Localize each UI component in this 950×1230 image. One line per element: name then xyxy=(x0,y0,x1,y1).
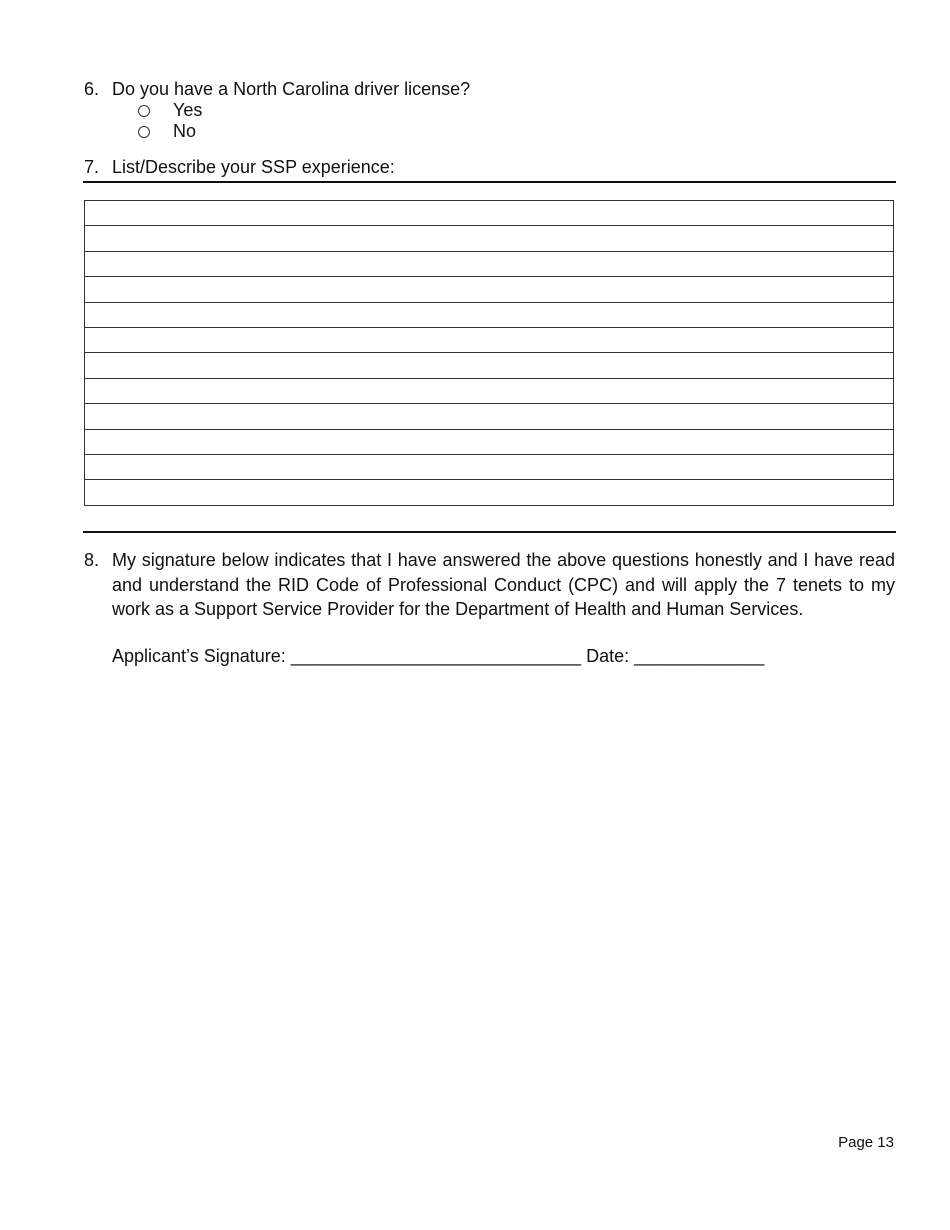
experience-answer-row[interactable] xyxy=(85,201,893,226)
yes-label: Yes xyxy=(173,100,203,120)
experience-answer-row[interactable] xyxy=(85,379,893,404)
experience-answer-row[interactable] xyxy=(85,328,893,353)
experience-answer-row[interactable] xyxy=(85,455,893,480)
no-label: No xyxy=(173,121,197,141)
experience-answer-row[interactable] xyxy=(85,404,893,429)
experience-answer-row[interactable] xyxy=(85,303,893,328)
page-number: Page 13 xyxy=(838,1134,894,1151)
question-7-number: 7. xyxy=(84,157,100,177)
question-8-text: My signature below indicates that I have answered the above questions honestly and I have read and understand the RID Code of Professional Conduct (CPC) and will apply the 7 tenets to my work as a Support Service Provider for the Department of Health and Human Services. xyxy=(112,550,895,619)
experience-answer-row[interactable] xyxy=(85,226,893,251)
question-8 xyxy=(84,548,895,622)
experience-answer-row[interactable] xyxy=(85,252,893,277)
experience-answer-row[interactable] xyxy=(85,353,893,378)
signature-line[interactable]: Applicant’s Signature: _____________________________ Date: _____________ xyxy=(112,646,765,666)
section-divider-top xyxy=(83,181,896,183)
experience-answer-row[interactable] xyxy=(85,277,893,302)
question-8-number: 8. xyxy=(84,550,100,570)
section-divider-bottom xyxy=(83,531,896,533)
no-radio-button[interactable] xyxy=(138,126,150,138)
experience-answer-row[interactable] xyxy=(85,430,893,455)
experience-answer-row[interactable] xyxy=(85,480,893,505)
question-7-text: List/Describe your SSP experience: xyxy=(112,157,395,177)
question-6-number: 6. xyxy=(84,79,100,99)
yes-radio-button[interactable] xyxy=(138,105,150,117)
ssp-experience-answer-box[interactable] xyxy=(84,200,894,506)
question-6-text: Do you have a North Carolina driver license? xyxy=(112,79,471,99)
